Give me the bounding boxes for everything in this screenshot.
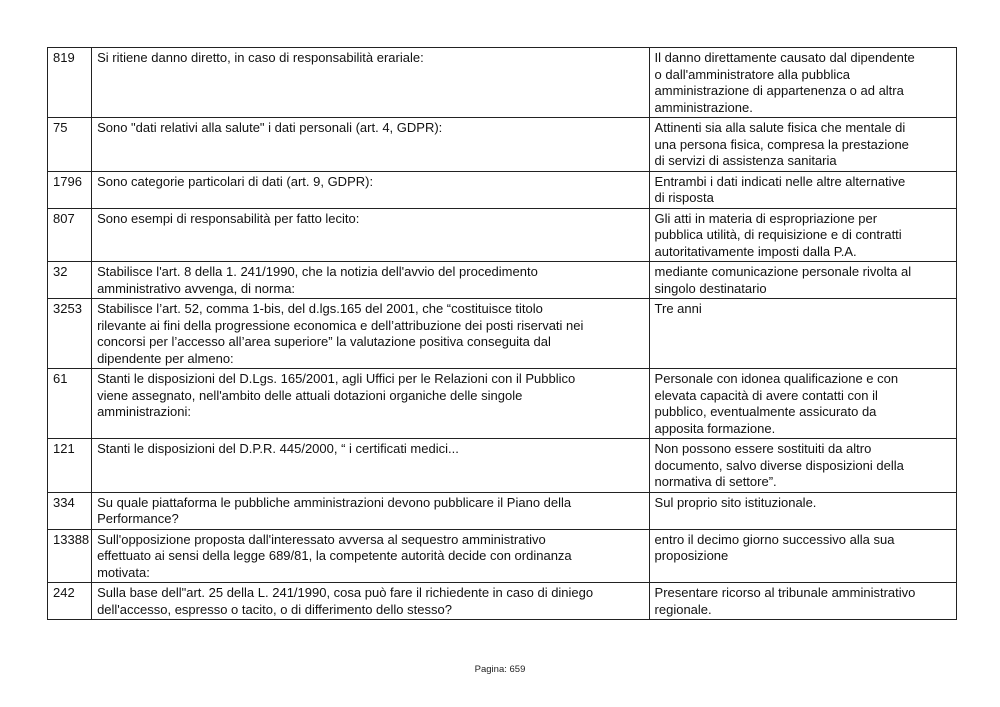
question-text: Stabilisce l'art. 8 della 1. 241/1990, che la notizia dell'avvio del procedimento amministrativo avvenga, di norma: <box>92 262 649 299</box>
answer-text: Sul proprio sito istituzionale. <box>649 492 956 529</box>
table-row <box>48 529 957 583</box>
answer-text: Il danno direttamente causato dal dipendente o dall'amministratore alla pubblica amministrazione di appartenenza o ad altra amministrazione. <box>649 48 956 118</box>
question-text: Sull'opposizione proposta dall'interessato avversa al sequestro amministrativo effettuato ai sensi della legge 689/81, la competente autorità decide con ordinanza motivata: <box>92 529 649 583</box>
table-row <box>48 262 957 299</box>
question-text: Stabilisce l’art. 52, comma 1-bis, del d.lgs.165 del 2001, che “costituisce titolo rilevante ai fini della progressione economica e dell’attribuzione dei posti riservati nei concorsi per l’accesso all’area superiore” la valutazione positiva conseguita dal dipendente per almeno: <box>92 299 649 369</box>
question-number: 121 <box>48 439 92 493</box>
table-row <box>48 583 957 620</box>
question-table <box>47 47 957 620</box>
question-number: 242 <box>48 583 92 620</box>
table-row <box>48 171 957 208</box>
answer-text: Gli atti in materia di espropriazione per pubblica utilità, di requisizione e di contratti autoritativamente imposti dalla P.A. <box>649 208 956 262</box>
question-number: 3253 <box>48 299 92 369</box>
question-number: 819 <box>48 48 92 118</box>
answer-text: Tre anni <box>649 299 956 369</box>
question-number: 75 <box>48 118 92 172</box>
question-number: 61 <box>48 369 92 439</box>
table-row <box>48 439 957 493</box>
answer-text: Non possono essere sostituiti da altro documento, salvo diverse disposizioni della normativa di settore”. <box>649 439 956 493</box>
table-row <box>48 299 957 369</box>
table-row <box>48 118 957 172</box>
question-text: Sono esempi di responsabilità per fatto lecito: <box>92 208 649 262</box>
question-number: 1796 <box>48 171 92 208</box>
table-row <box>48 48 957 118</box>
question-text: Sono categorie particolari di dati (art. 9, GDPR): <box>92 171 649 208</box>
answer-text: mediante comunicazione personale rivolta al singolo destinatario <box>649 262 956 299</box>
table-row <box>48 492 957 529</box>
question-text: Sulla base dell"art. 25 della L. 241/1990, cosa può fare il richiedente in caso di diniego dell'accesso, espresso o tacito, o di differimento dello stesso? <box>92 583 649 620</box>
question-text: Su quale piattaforma le pubbliche amministrazioni devono pubblicare il Piano della Performance? <box>92 492 649 529</box>
answer-text: Entrambi i dati indicati nelle altre alternative di risposta <box>649 171 956 208</box>
page-number: Pagina: 659 <box>474 664 526 675</box>
question-number: 13388 <box>48 529 92 583</box>
question-text: Stanti le disposizioni del D.P.R. 445/2000, “ i certificati medici... <box>92 439 649 493</box>
answer-text: Presentare ricorso al tribunale amministrativo regionale. <box>649 583 956 620</box>
question-number: 32 <box>48 262 92 299</box>
question-text: Stanti le disposizioni del D.Lgs. 165/2001, agli Uffici per le Relazioni con il Pubblico viene assegnato, nell'ambito delle attuali dotazioni organiche delle singole amministrazioni: <box>92 369 649 439</box>
answer-text: Attinenti sia alla salute fisica che mentale di una persona fisica, compresa la prestazione di servizi di assistenza sanitaria <box>649 118 956 172</box>
question-text: Sono "dati relativi alla salute" i dati personali (art. 4, GDPR): <box>92 118 649 172</box>
question-number: 807 <box>48 208 92 262</box>
question-number: 334 <box>48 492 92 529</box>
question-text: Si ritiene danno diretto, in caso di responsabilità erariale: <box>92 48 649 118</box>
table-row <box>48 369 957 439</box>
answer-text: Personale con idonea qualificazione e con elevata capacità di avere contatti con il pubblico, eventualmente assicurato da apposita formazione. <box>649 369 956 439</box>
answer-text: entro il decimo giorno successivo alla sua proposizione <box>649 529 956 583</box>
table-row <box>48 208 957 262</box>
